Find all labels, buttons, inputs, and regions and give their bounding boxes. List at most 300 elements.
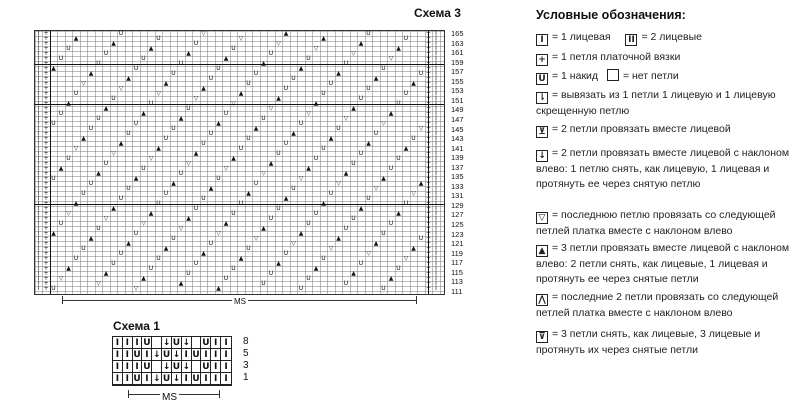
chart-symbol: ▲ <box>321 35 326 42</box>
chart-cell: I <box>133 361 143 373</box>
legend-item <box>536 146 798 192</box>
chart-symbol: ▽ <box>223 165 229 172</box>
garter-stitch-icon: + <box>536 54 548 66</box>
chart-symbol: + <box>43 90 49 97</box>
chart-symbol: U <box>276 150 281 157</box>
chart-symbol: I <box>37 230 40 237</box>
chart-symbol: I <box>435 180 437 187</box>
chart-symbol: I <box>435 140 437 147</box>
chart-symbol: U <box>88 125 94 132</box>
row-number: 125 <box>451 220 464 229</box>
chart-symbol: U <box>343 280 349 287</box>
chart-symbol: I <box>435 285 437 292</box>
chart-symbol: + <box>43 145 49 152</box>
chart-symbol: U <box>328 190 334 197</box>
row-number: 139 <box>451 153 464 163</box>
chart-symbol: ▲ <box>351 105 356 112</box>
row-number: 159 <box>451 57 464 67</box>
chart-symbol: ▲ <box>201 250 206 257</box>
chart-symbol: I <box>435 70 437 77</box>
legend-item <box>536 327 798 358</box>
chart-symbol: + <box>43 55 49 62</box>
chart-symbol: + <box>425 275 432 282</box>
chart-symbol: ▲ <box>396 45 401 52</box>
row-number: 143 <box>451 134 464 144</box>
chart-symbol: + <box>43 100 49 107</box>
chart-symbol: ▲ <box>73 200 79 207</box>
chart-row <box>113 373 231 385</box>
chart-cell: I <box>201 373 211 385</box>
chart-symbol: U <box>133 230 139 237</box>
chart-symbol: ▲ <box>336 70 341 77</box>
row-number: 123 <box>451 229 464 239</box>
chart-symbol: U <box>276 205 281 212</box>
chart-symbol: + <box>425 70 432 77</box>
chart-symbol: I <box>435 230 437 237</box>
chart-symbol: I <box>37 195 40 202</box>
chart-symbol: + <box>43 155 49 162</box>
chart-symbol: + <box>43 160 49 167</box>
chart-symbol: U <box>238 145 244 152</box>
chart-symbol: U <box>178 170 184 177</box>
chart-symbol: ▲ <box>126 75 131 82</box>
no-stitch-icon <box>607 69 619 81</box>
chart-symbol: ▲ <box>118 140 124 147</box>
chart-symbol: + <box>425 180 432 187</box>
chart-symbol: ▲ <box>111 205 116 212</box>
chart-symbol: U <box>81 190 86 197</box>
chart-symbol: I <box>37 275 40 282</box>
chart-symbol: + <box>425 125 432 132</box>
chart-symbol: ▽ <box>291 240 296 247</box>
chart-symbol: U <box>358 150 364 157</box>
chart-symbol: I <box>435 255 437 262</box>
chart-symbol: U <box>148 265 154 272</box>
chart-symbol: U <box>261 115 266 122</box>
chart-symbol: + <box>43 195 49 202</box>
chart-symbol: I <box>435 110 437 117</box>
chart-symbol: I <box>37 185 40 192</box>
chart-symbol: ▲ <box>216 120 221 127</box>
chart-symbol: U <box>156 200 161 207</box>
chart-symbol: ▲ <box>411 245 416 252</box>
chart-cell <box>192 361 202 373</box>
chart-symbol: U <box>298 285 304 292</box>
chart-symbol: U <box>366 30 371 37</box>
chart-symbol: U <box>366 85 371 92</box>
chart-symbol: U <box>313 210 319 217</box>
chart-symbol: ▲ <box>321 200 326 207</box>
chart-symbol: + <box>43 215 49 222</box>
chart-symbol: U <box>231 265 236 272</box>
chart-symbol: U <box>298 120 304 127</box>
chart-symbol: I <box>37 175 40 182</box>
chart-symbol: + <box>43 225 49 232</box>
chart-symbol: I <box>37 190 40 197</box>
chart-symbol: I <box>37 210 40 217</box>
chart-symbol: U <box>231 45 236 52</box>
chart-symbol: ▽ <box>373 185 379 192</box>
chart-symbol: + <box>43 200 49 207</box>
row-number: 111 <box>451 286 463 296</box>
chart-symbol: U <box>216 175 221 182</box>
row-number: 129 <box>451 200 464 210</box>
chart-symbol: U <box>403 90 409 97</box>
chart-symbol: + <box>425 230 432 237</box>
chart-symbol: U <box>388 165 394 172</box>
legend-item <box>536 50 798 66</box>
chart-symbol: ▽ <box>388 55 394 62</box>
chart-cell: U <box>162 350 171 360</box>
chart-symbol: U <box>156 255 161 262</box>
chart-symbol: I <box>37 245 40 252</box>
chart-symbol: ▲ <box>186 50 191 57</box>
row-number: 141 <box>451 143 464 153</box>
chart-symbol: U <box>111 260 116 267</box>
legend-text: = вывязать из 1 петли 1 лицевую и 1 лицевую скрещенную петлю <box>536 89 776 117</box>
chart-symbol: I <box>435 130 437 137</box>
chart-symbol: + <box>425 285 432 292</box>
chart-symbol: ▽ <box>81 80 86 87</box>
chart-cell: U <box>172 362 181 372</box>
chart-symbol: U <box>163 190 169 197</box>
row-number: 163 <box>451 38 464 48</box>
chart-row <box>113 349 231 361</box>
chart-symbol: U <box>366 195 371 202</box>
chart-cell: I <box>211 337 221 349</box>
chart-symbol: ▲ <box>201 85 206 92</box>
chart-cell: ↓ <box>182 338 190 348</box>
chart-symbol: U <box>178 60 184 67</box>
chart-symbol: I <box>435 210 437 217</box>
chart-symbol: + <box>425 145 432 152</box>
chart-symbol: ▲ <box>178 280 184 287</box>
chart-cell <box>192 337 202 349</box>
chart-symbol: ▲ <box>313 100 319 107</box>
row-number: 131 <box>451 191 464 201</box>
chart-symbol: ▲ <box>238 255 244 262</box>
chart-symbol: ▽ <box>118 85 124 92</box>
chart-symbol: ▲ <box>223 55 229 62</box>
chart-symbol: U <box>141 165 146 172</box>
chart-symbol: I <box>37 110 40 117</box>
chart-symbol: ▲ <box>298 65 304 72</box>
chart-symbol: + <box>43 220 49 227</box>
chart-symbol: I <box>435 135 437 142</box>
chart-symbol: I <box>37 80 40 87</box>
chart-symbol: I <box>37 180 40 187</box>
chart-symbol: ▽ <box>73 145 79 152</box>
chart-symbol: + <box>43 125 49 132</box>
chart-symbol: U <box>321 255 326 262</box>
chart-cell: U <box>143 338 151 348</box>
chart-symbol: + <box>425 90 432 97</box>
chart-symbol: I <box>37 265 40 272</box>
chart-symbol: ▲ <box>178 115 184 122</box>
row-number: 147 <box>451 114 464 124</box>
chart-symbol: U <box>171 125 176 132</box>
chart-symbol: + <box>43 180 49 187</box>
chart-symbol: I <box>37 165 40 172</box>
chart-symbol: ▲ <box>283 195 289 202</box>
chart-symbol: I <box>435 105 437 112</box>
chart-symbol: I <box>37 255 40 262</box>
chart-symbol: ▲ <box>73 35 79 42</box>
scheme1-ms-label: MS <box>162 392 177 403</box>
chart-symbol: I <box>435 190 437 197</box>
chart-symbol: U <box>141 55 146 62</box>
chart-symbol: ▲ <box>88 235 94 242</box>
chart-symbol: + <box>425 215 432 222</box>
chart-symbol: + <box>425 115 432 122</box>
chart-symbol: U <box>133 65 139 72</box>
scheme1-chart-grid <box>112 336 232 386</box>
chart-cell: I <box>224 338 228 348</box>
chart-cell: ↓ <box>152 374 161 384</box>
chart-symbol: U <box>306 55 311 62</box>
chart-symbol: U <box>396 155 401 162</box>
chart-symbol: U <box>238 200 244 207</box>
chart-symbol: U <box>373 130 379 137</box>
chart-symbol: + <box>425 250 432 257</box>
chart-symbol: I <box>37 105 40 112</box>
chart-symbol: + <box>425 200 432 207</box>
chart-symbol: I <box>37 95 40 102</box>
chart-symbol: U <box>381 285 386 292</box>
chart-row <box>113 337 231 349</box>
chart-cell: I <box>113 349 123 361</box>
chart-symbol: U <box>418 70 424 77</box>
chart-symbol: ▲ <box>388 275 394 282</box>
chart-symbol: ▲ <box>163 80 169 87</box>
chart-symbol: I <box>37 240 40 247</box>
chart-symbol: U <box>96 115 101 122</box>
chart-symbol: ▲ <box>358 205 364 212</box>
chart-symbol: ▽ <box>313 45 319 52</box>
legend-item <box>536 208 798 239</box>
chart-symbol: U <box>336 125 341 132</box>
chart-symbol: ▲ <box>403 145 409 152</box>
chart-symbol: I <box>37 120 40 127</box>
chart-symbol: + <box>425 210 432 217</box>
chart-symbol: I <box>37 130 40 137</box>
chart-symbol: I <box>37 205 40 212</box>
legend-text: = нет петли <box>622 70 679 82</box>
chart-symbol: ▲ <box>66 265 71 272</box>
chart-symbol: U <box>103 160 109 167</box>
chart-cell: U <box>162 374 171 384</box>
row-number: 113 <box>451 277 463 287</box>
chart-symbol: U <box>283 140 289 147</box>
chart-symbol: I <box>37 280 40 287</box>
chart-symbol: ▲ <box>208 185 214 192</box>
chart-symbol: ▲ <box>141 275 146 282</box>
chart-symbol: + <box>425 40 432 47</box>
knit-icon: I <box>536 34 548 46</box>
chart-cell: I <box>123 373 133 385</box>
chart-cell: I <box>211 361 221 373</box>
chart-symbol: + <box>43 140 49 147</box>
chart-symbol: U <box>58 55 64 62</box>
chart-symbol: I <box>435 50 437 57</box>
row-number: 121 <box>451 239 464 249</box>
chart-symbol: + <box>43 280 49 287</box>
chart-symbol: ▲ <box>111 40 116 47</box>
chart-symbol: U <box>313 155 319 162</box>
chart-symbol: + <box>43 170 49 177</box>
chart-symbol: ▽ <box>148 155 154 162</box>
chart-symbol: + <box>43 230 49 237</box>
chart-symbol: + <box>43 45 49 52</box>
chart-symbol: ▽ <box>216 230 221 237</box>
chart-symbol: ▽ <box>411 190 416 197</box>
chart-symbol: + <box>43 210 49 217</box>
chart-symbol: + <box>43 60 49 67</box>
chart-symbol: I <box>37 75 40 82</box>
chart-symbol: I <box>37 30 40 37</box>
chart-symbol: U <box>418 235 424 242</box>
chart-symbol: + <box>425 55 432 62</box>
chart-cell: U <box>133 374 141 384</box>
scheme3-chart-grid <box>34 30 445 295</box>
chart-symbol: ▽ <box>111 150 116 157</box>
chart-symbol: U <box>321 90 326 97</box>
legend-item <box>536 290 798 321</box>
chart-cell: U <box>202 362 210 372</box>
chart-symbol: I <box>37 40 40 47</box>
chart-symbol: I <box>435 120 437 127</box>
row-number: 157 <box>451 67 464 77</box>
chart-symbol: + <box>43 255 49 262</box>
chart-symbol: + <box>425 100 432 107</box>
chart-symbol: ▽ <box>268 105 274 112</box>
row-number: 3 <box>243 360 249 371</box>
chart-symbol: + <box>43 205 49 212</box>
chart-cell: I <box>224 350 228 360</box>
chart-symbol: U <box>133 120 139 127</box>
chart-symbol: ▲ <box>216 285 221 292</box>
chart-symbol: + <box>425 130 432 137</box>
chart-symbol: U <box>73 90 79 97</box>
chart-symbol: U <box>223 110 229 117</box>
chart-symbol: U <box>268 215 274 222</box>
chart-symbol: U <box>351 160 356 167</box>
chart-symbol: + <box>425 270 432 277</box>
chart-symbol: ▽ <box>193 95 199 102</box>
chart-symbol: + <box>425 165 432 172</box>
chart-symbol: ▽ <box>418 125 424 132</box>
row-number: 8 <box>243 336 249 347</box>
chart-row <box>113 361 231 373</box>
chart-symbol: I <box>37 135 40 142</box>
chart-symbol: + <box>425 260 432 267</box>
chart-symbol: ▲ <box>193 150 199 157</box>
chart-symbol: I <box>435 250 437 257</box>
row-number: 145 <box>451 124 464 134</box>
chart-symbol: I <box>37 160 40 167</box>
chart-symbol: + <box>43 260 49 267</box>
chart-symbol: U <box>208 130 214 137</box>
chart-symbol: + <box>425 205 432 212</box>
chart-symbol: U <box>343 60 349 67</box>
chart-cell: I <box>133 337 143 349</box>
chart-symbol: ▲ <box>261 60 266 67</box>
chart-symbol: + <box>43 40 49 47</box>
chart-symbol: + <box>43 190 49 197</box>
chart-symbol: I <box>37 170 40 177</box>
chart-cell: ↓ <box>182 362 190 372</box>
chart-symbol: U <box>208 240 214 247</box>
chart-cell: U <box>133 350 141 360</box>
chart-symbol: U <box>66 155 71 162</box>
chart-symbol: ▽ <box>253 235 259 242</box>
chart-symbol: U <box>171 235 176 242</box>
chart-cell: I <box>142 373 152 385</box>
cluster-icon: ⊽ <box>536 331 548 343</box>
chart-symbol: I <box>435 275 437 282</box>
chart-symbol: I <box>435 165 437 172</box>
chart-symbol: + <box>43 75 49 82</box>
chart-symbol: ▲ <box>238 90 244 97</box>
row-number: 119 <box>451 248 463 258</box>
chart-symbol: + <box>43 30 49 37</box>
chart-symbol: U <box>403 35 409 42</box>
increase-icon: ⇂ <box>536 92 548 104</box>
chart-symbol: + <box>43 175 49 182</box>
chart-symbol: ▲ <box>171 180 176 187</box>
chart-symbol: U <box>246 135 251 142</box>
chart-symbol: ▽ <box>58 275 64 282</box>
row-number: 115 <box>451 267 463 277</box>
chart-symbol: ▲ <box>81 135 86 142</box>
row-number: 1 <box>243 372 249 383</box>
chart-symbol: U <box>381 230 386 237</box>
chart-symbol: U <box>126 185 131 192</box>
chart-symbol: + <box>43 80 49 87</box>
chart-symbol: I <box>435 55 437 62</box>
ssk-arrow-icon: ↓ <box>536 150 548 162</box>
chart-cell: I <box>113 337 123 349</box>
chart-symbol: I <box>435 270 437 277</box>
chart-symbol: + <box>43 235 49 242</box>
chart-symbol: U <box>291 75 296 82</box>
chart-symbol: I <box>435 265 437 272</box>
chart-symbol: I <box>435 30 437 37</box>
yarn-over-icon: U <box>536 73 548 85</box>
chart-cell: I <box>224 362 228 372</box>
row-number: 5 <box>243 348 249 359</box>
chart-symbol: I <box>435 155 437 162</box>
chart-symbol: + <box>425 160 432 167</box>
chart-symbol: U <box>231 210 236 217</box>
legend-title: Условные обозначения: <box>536 8 686 22</box>
chart-symbol: ▲ <box>411 80 416 87</box>
legend-item <box>536 241 798 287</box>
chart-symbol: ▲ <box>313 265 319 272</box>
chart-symbol: I <box>435 145 437 152</box>
chart-symbol: I <box>435 115 437 122</box>
chart-symbol: U <box>88 180 94 187</box>
chart-symbol: + <box>425 255 432 262</box>
chart-symbol: I <box>435 75 437 82</box>
chart-symbol: U <box>156 35 161 42</box>
chart-symbol: U <box>73 255 79 262</box>
chart-symbol: + <box>425 280 432 287</box>
chart-symbol: ▲ <box>418 180 424 187</box>
chart-symbol: U <box>118 195 124 202</box>
chart-symbol: ▽ <box>178 225 184 232</box>
row-number: 155 <box>451 76 464 86</box>
